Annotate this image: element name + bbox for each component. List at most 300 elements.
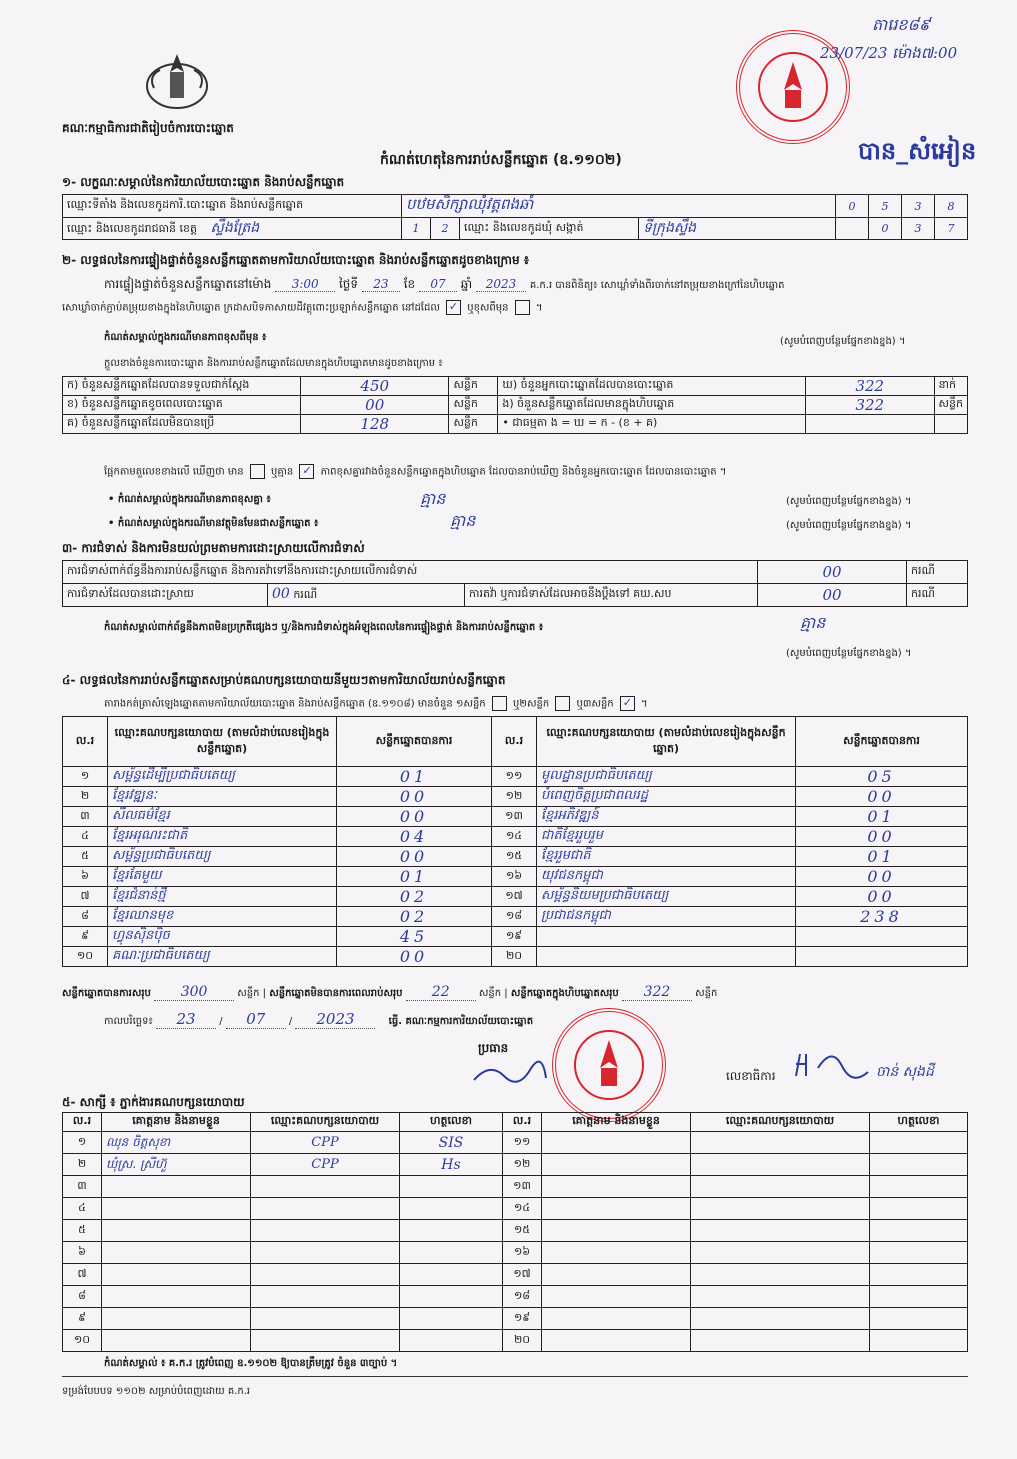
votes-no: ១ [63, 767, 108, 787]
note1: កំណត់សម្គាល់ក្នុងករណីមានភាពខុសពីមុន ៖ [104, 332, 267, 343]
has-diff-checkbox[interactable] [250, 464, 265, 479]
votes-no: ១៩ [492, 927, 537, 947]
witness-sign [870, 1176, 968, 1198]
votes-votes: 00 [796, 887, 968, 907]
votes-no: ៤ [63, 827, 108, 847]
received-ref: តារេខ៨៩ [872, 15, 931, 34]
commission-stamp-bottom [552, 1008, 666, 1122]
votes-no: ១៤ [492, 827, 537, 847]
objection-row2-value: 00 [272, 586, 290, 602]
witness-party [691, 1308, 870, 1330]
count-right-label: ង) ចំនួនសន្លឹកឆ្នោតដែលមានក្នុងហិបឆ្នោត [498, 396, 806, 415]
witness-sign [400, 1242, 503, 1264]
votes-no: ១៣ [492, 807, 537, 827]
objection-row2b-value: 00 [758, 584, 907, 607]
witness-name [542, 1176, 691, 1198]
count-left-unit: សន្លឹក [449, 377, 498, 396]
votes-no: ៩ [63, 927, 108, 947]
witness-sign [870, 1154, 968, 1176]
witness-sign [400, 1330, 503, 1352]
row2-code-1: 1 [402, 218, 431, 240]
votes-no: ២ [63, 787, 108, 807]
received-datetime: 23/07/23 ម៉ោង៧:00 [820, 44, 958, 62]
witness-name [542, 1154, 691, 1176]
date-label: កាលបរិច្ឆេទ៖ [104, 1016, 153, 1027]
witness-row [63, 1154, 968, 1176]
witness-no: ១៩ [503, 1308, 542, 1330]
votes-votes: 01 [337, 867, 492, 887]
para3-b: ឬគ្មាន [271, 466, 294, 478]
witness-row [63, 1308, 968, 1330]
witness-party [691, 1242, 870, 1264]
total-box-label: សន្លឹកឆ្នោតក្នុងហិបឆ្នោតសរុប [510, 988, 619, 999]
row2-label: ឈ្មោះ និងលេខកូដរាជធានី ខេត្ត [67, 222, 197, 235]
two-sheet-checkbox[interactable] [555, 696, 570, 711]
witness-party [691, 1264, 870, 1286]
witness-sign [400, 1264, 503, 1286]
witness-sign [400, 1198, 503, 1220]
witness-row [63, 1132, 968, 1154]
row2b-code-2: 3 [902, 218, 935, 240]
votes-votes: 00 [337, 947, 492, 967]
witness-row [63, 1330, 968, 1352]
objection-row1-label: ការជំទាស់ពាក់ព័ន្ធនឹងការរាប់សន្លឹកឆ្នោត និងការតវ៉ាទៅនឹងការដោះស្រាយលើការជំទាស់ [63, 561, 758, 584]
section3-note: កំណត់សម្គាល់ពាក់ព័ន្ធនឹងភាពមិនប្រក្រតីផ្សេងៗ ឬ/និងការជំទាស់ក្នុងអំឡុងពេលនៃការផ្ទៀងផ្ទាត់ និងការរាប់សន្លឹកឆ្នោត ៖ [104, 622, 544, 633]
witness-no: ១ [63, 1132, 102, 1154]
row2-value: ស្ទឹងត្រែង [210, 220, 260, 236]
row2b-label: ឈ្មោះ និងលេខកូដឃុំ សង្កាត់ [460, 218, 639, 240]
votes-votes: 00 [337, 787, 492, 807]
footnote: កំណត់សម្គាល់ ៖ គ.ក.រ ត្រូវបំពេញ ឧ.១១០២ ឱ្យបានត្រឹមត្រូវ ចំនួន ៣ច្បាប់ ។ [104, 1358, 398, 1369]
votes-no: ៧ [63, 887, 108, 907]
votes-party [537, 947, 796, 967]
witness-sign [400, 1176, 503, 1198]
count-right-unit: សន្លឹក [934, 396, 967, 415]
bullet2-hint: (សូមបំពេញបន្ថែមផ្នែកខាងខ្នង) ។ [786, 520, 912, 531]
witness-row [63, 1242, 968, 1264]
witness-party [251, 1220, 400, 1242]
count-left-value: 128 [301, 415, 449, 434]
objection-row2-unit: ករណី [293, 588, 318, 601]
witness-party [691, 1198, 870, 1220]
count-right-label: ឃ) ចំនួនអ្នកបោះឆ្នោតដែលបានបោះឆ្នោត [498, 377, 806, 396]
votes-no: ១១ [492, 767, 537, 787]
no-diff-checkbox[interactable]: ✓ [299, 464, 314, 479]
witness-name [542, 1132, 691, 1154]
votes-votes: 00 [796, 827, 968, 847]
votes-no: ៥ [63, 847, 108, 867]
total-box-unit: សន្លឹក [695, 988, 718, 999]
para1c: សោឃ្លាំចាក់ភ្ជាប់តម្រុយខាងក្នុងនៃហិបឆ្នោត ក្រដាសបិទភាសាយដីវត្ថុពោះប្រឡាក់សន្លឹកឆ្នោត នៅដដែល [62, 302, 440, 314]
votes-votes: 01 [796, 807, 968, 827]
witness-no: ១២ [503, 1154, 542, 1176]
votes-party: គណៈប្រជាធិបតេយ្យ [108, 947, 337, 967]
count-right-value: 322 [805, 377, 934, 396]
votes-row [63, 907, 968, 927]
witness-name [102, 1242, 251, 1264]
footer-divider [62, 1376, 968, 1377]
count-table [62, 376, 968, 434]
witness-no: ២០ [503, 1330, 542, 1352]
witness-name [102, 1308, 251, 1330]
votes-votes [796, 947, 968, 967]
votes-votes: 04 [337, 827, 492, 847]
witness-no: ១៧ [503, 1264, 542, 1286]
month-label: ខែ [403, 277, 416, 291]
witness-name [102, 1264, 251, 1286]
witness-sign [400, 1308, 503, 1330]
total-valid: 300 [154, 984, 234, 1001]
witness-name [102, 1220, 251, 1242]
witness-party [691, 1154, 870, 1176]
section4-intro: តារាងកត់ត្រាសំឡេងឆ្នោតតាមការិយាល័យបោះឆ្នោត និងរាប់សន្លឹកឆ្នោត (ឧ.១១០៨) មានចំនួន ១សន្លឹក ឬ២សន្លឹក ឬ៣សន្លឹក ✓ ។ [104, 696, 648, 710]
date-year: 2023 [295, 1010, 375, 1029]
count-year: 2023 [476, 277, 526, 292]
para3-c: ភាពខុសគ្នារវាងចំនួនសន្លឹកឆ្នោតក្នុងហិបឆ្នោត ដែលបានរាប់ឃើញ និងចំនួនអ្នកបោះឆ្នោត ដែលបានបោះឆ្នោត ។ [320, 466, 727, 478]
changed-checkbox[interactable] [515, 300, 530, 315]
chair-signature [470, 1058, 550, 1088]
opt3-label: ឬ៣សន្លឹក [576, 698, 614, 710]
witness-no: ៥ [63, 1220, 102, 1242]
votes-votes: 02 [337, 887, 492, 907]
votes-votes: 45 [337, 927, 492, 947]
section3-heading: ៣- ការជំទាស់ និងការមិនយល់ព្រមតាមការដោះស្រាយលើការជំទាស់ [62, 541, 365, 555]
votes-row [63, 867, 968, 887]
votes-votes: 238 [796, 907, 968, 927]
votes-party: ខ្មែរវឌ្ឍនៈ [108, 787, 337, 807]
votes-col-votes: សន្លឹកឆ្នោតបានការ [337, 717, 492, 767]
witness-party: CPP [251, 1132, 400, 1154]
national-emblem [140, 46, 214, 112]
date-month: 07 [226, 1010, 286, 1029]
witness-name [102, 1198, 251, 1220]
count-right-unit [934, 415, 967, 434]
votes-table [62, 716, 968, 967]
witness-sign [870, 1242, 968, 1264]
votes-no: ១៨ [492, 907, 537, 927]
section2-para1 [104, 276, 974, 294]
witness-name [542, 1308, 691, 1330]
count-left-value: 450 [301, 377, 449, 396]
section3-table [62, 560, 968, 607]
count-left-label: គ) ចំនួនសន្លឹកឆ្នោតដែលមិនបានប្រើ [63, 415, 301, 434]
witness-no: ១១ [503, 1132, 542, 1154]
witness-sign [870, 1308, 968, 1330]
row1-label: ឈ្មោះទីតាំង និងលេខកូដការិ.បោះឆ្នោត និងរាប់សន្លឹកឆ្នោត [63, 195, 402, 218]
total-invalid-unit: សន្លឹក [478, 988, 502, 999]
row2b-code-3: 7 [935, 218, 968, 240]
witness-name [102, 1286, 251, 1308]
count-day: 23 [362, 277, 400, 292]
objection-row2b-unit: ករណី [907, 584, 968, 607]
witness-sign [870, 1198, 968, 1220]
witness-party [251, 1176, 400, 1198]
witness-row [63, 1286, 968, 1308]
votes-no: ២០ [492, 947, 537, 967]
votes-no: ១៧ [492, 887, 537, 907]
witness-party [691, 1220, 870, 1242]
witness-party [691, 1132, 870, 1154]
witness-row [63, 1198, 968, 1220]
witness-no: ១៥ [503, 1220, 542, 1242]
votes-col-party-right: ឈ្មោះគណបក្សនយោបាយ (តាមលំដាប់លេខរៀងក្នុងសន្លឹកឆ្នោត) [537, 717, 796, 767]
row2b-value: ទីក្រុងស្ទឹង [639, 218, 836, 240]
count-left-label: ក) ចំនួនសន្លឹកឆ្នោតដែលបានទទួលជាក់ស្តែង [63, 377, 301, 396]
witness-col-sign: ហត្ថលេខា [400, 1113, 503, 1132]
votes-no: ១២ [492, 787, 537, 807]
witness-col-name-right: គោត្តនាម និងនាមខ្លួន [542, 1113, 691, 1132]
row1-code-2: 5 [869, 195, 902, 218]
count-left-unit: សន្លឹក [449, 396, 498, 415]
para1b: គ.ក.រ បានពិនិត្យ៖ សោឃ្លាំទាំងពីរចាក់នៅតម្រុយខាងក្រៅនៃហិបឆ្នោត [529, 280, 785, 291]
witness-name [542, 1264, 691, 1286]
witness-name: ឈុន ចិត្តសុខា [102, 1132, 251, 1154]
changed-label: ឬខុសពីមុន [467, 302, 509, 314]
votes-votes: 01 [337, 767, 492, 787]
section1-heading: ១- លក្ខណៈសម្គាល់នៃការិយាល័យបោះឆ្នោត និងរាប់សន្លឹកឆ្នោត [62, 175, 345, 189]
votes-party: ហ្វុនស៊ិនប៉ិច [108, 927, 337, 947]
totals-line: សន្លឹកឆ្នោតបានការសរុប 300 សន្លឹក | សន្លឹកឆ្នោតមិនបានការពេលរាប់សរុប 22 សន្លឹក | សន្លឹកឆ្នោតក្នុងហិបឆ្នោតសរុប 322 សន្លឹក [62, 984, 718, 1000]
one-sheet-checkbox[interactable] [492, 696, 507, 711]
witness-no: ១៣ [503, 1176, 542, 1198]
count-row [63, 377, 968, 396]
votes-party: ខ្មែរអរុណរះជាតិ [108, 827, 337, 847]
votes-votes: 00 [337, 807, 492, 827]
total-invalid: 22 [406, 984, 476, 1001]
votes-row [63, 847, 968, 867]
witness-party [691, 1176, 870, 1198]
opt2-label: ឬ២សន្លឹក [513, 698, 550, 710]
committee-label: ធ្វើ. គណៈកម្មការការិយាល័យបោះឆ្នោត [388, 1016, 534, 1027]
votes-party: សម្ព័ន្ធនិយមប្រជាធិបតេយ្យ [537, 887, 796, 907]
witness-name [542, 1330, 691, 1352]
secretary-name: ចាន់ សុងដី [876, 1064, 934, 1080]
witness-name [542, 1198, 691, 1220]
count-left-label: ខ) ចំនួនសន្លឹកឆ្នោតខូចពេលបោះឆ្នោត [63, 396, 301, 415]
org-name: គណៈកម្មាធិការជាតិរៀបចំការបោះឆ្នោត [62, 121, 234, 135]
votes-row [63, 927, 968, 947]
count-row [63, 396, 968, 415]
total-box: 322 [622, 984, 692, 1001]
total-valid-unit: សន្លឹក [237, 988, 260, 999]
total-invalid-label: សន្លឹកឆ្នោតមិនបានការពេលរាប់សរុប [269, 988, 403, 999]
bullet1-hint: (សូមបំពេញបន្ថែមផ្នែកខាងខ្នង) ។ [786, 496, 912, 507]
votes-row [63, 807, 968, 827]
witness-name [102, 1176, 251, 1198]
votes-no: ៦ [63, 867, 108, 887]
votes-row [63, 787, 968, 807]
section3-hint: (សូមបំពេញបន្ថែមផ្នែកខាងខ្នង) ។ [786, 648, 912, 659]
note1-hint: (សូមបំពេញបន្ថែមផ្នែកខាងខ្នង) ។ [780, 336, 906, 347]
received-label: បាន_សំអៀន [858, 137, 977, 165]
votes-col-party: ឈ្មោះគណបក្សនយោបាយ (តាមលំដាប់លេខរៀងក្នុងសន្លឹកឆ្នោត) [108, 717, 337, 767]
count-right-label: • ជាធម្មតា ង = ឃ = ក - (ខ + គ) [498, 415, 806, 434]
witness-party [251, 1286, 400, 1308]
witness-party [251, 1198, 400, 1220]
witness-no: ៩ [63, 1308, 102, 1330]
witness-col-party-right: ឈ្មោះគណបក្សនយោបាយ [691, 1113, 870, 1132]
votes-row [63, 767, 968, 787]
votes-votes: 00 [796, 787, 968, 807]
intro-text: តារាងកត់ត្រាសំឡេងឆ្នោតតាមការិយាល័យបោះឆ្នោត និងរាប់សន្លឹកឆ្នោត (ឧ.១១០៨) មានចំនួន ១សន្លឹក [104, 698, 486, 710]
bullet1: • កំណត់សម្គាល់ក្នុងករណីមានភាពខុសគ្នា ៖ [108, 494, 271, 505]
witness-party [691, 1330, 870, 1352]
section2-heading: ២- លទ្ធផលនៃការផ្ទៀងផ្ទាត់ចំនួនសន្លឹកឆ្នោតតាមការិយាល័យបោះឆ្នោត និងរាប់សន្លឹកឆ្នោតដូចខាងក្រោម ៖ [62, 253, 530, 267]
votes-no: ១៦ [492, 867, 537, 887]
day-label: ថ្ងៃទី [339, 277, 359, 291]
row1-value: បឋមសិក្សាឈុំវត្តពងឆាំ [402, 195, 836, 218]
witness-party [251, 1330, 400, 1352]
count-row [63, 415, 968, 434]
section1-table [62, 194, 968, 240]
votes-row [63, 947, 968, 967]
row1-code-1: 0 [836, 195, 869, 218]
votes-votes: 00 [337, 847, 492, 867]
date-line: កាលបរិច្ឆេទ៖ 23 / 07 / 2023 ធ្វើ. គណៈកម្មការការិយាល័យបោះឆ្នោត [104, 1010, 534, 1028]
section4-heading: ៤- លទ្ធផលនៃការរាប់សន្លឹកឆ្នោតសម្រាប់គណបក្សនយោបាយនីមួយៗតាមការិយាល័យរាប់សន្លឹកឆ្នោត [62, 673, 506, 687]
votes-party: ខ្មែររួមជាតិ [537, 847, 796, 867]
bullet1-value: គ្មាន [420, 489, 446, 508]
witness-no: ១៤ [503, 1198, 542, 1220]
votes-no: ១៥ [492, 847, 537, 867]
count-left-unit: សន្លឹក [449, 415, 498, 434]
votes-party [537, 927, 796, 947]
votes-party: ខ្មែរអភិវឌ្ឍន៍ [537, 807, 796, 827]
votes-votes [796, 927, 968, 947]
witness-row [63, 1176, 968, 1198]
count-month: 07 [419, 277, 457, 292]
votes-party: ជាតិខ្មែររួបរួម [537, 827, 796, 847]
votes-row [63, 887, 968, 907]
votes-votes: 00 [796, 867, 968, 887]
votes-party: មូលដ្ឋានប្រជាធិបតេយ្យ [537, 767, 796, 787]
section3-note-value: គ្មាន [800, 613, 826, 632]
witness-party [251, 1308, 400, 1330]
witness-sign [400, 1220, 503, 1242]
witness-no: ១៨ [503, 1286, 542, 1308]
witness-col-party: ឈ្មោះគណបក្សនយោបាយ [251, 1113, 400, 1132]
count-right-unit: នាក់ [934, 377, 967, 396]
witness-row [63, 1264, 968, 1286]
para3 [104, 464, 984, 480]
secretary-label: លេខាធិការ [726, 1069, 776, 1083]
total-valid-label: សន្លឹកឆ្នោតបានការសរុប [62, 988, 151, 999]
witness-no: ២ [63, 1154, 102, 1176]
witness-col-no-right: ល.រ [503, 1113, 542, 1132]
witness-name: ឃុំស្រ. ស្រីហ៊ួ [102, 1154, 251, 1176]
objection-row1-unit: ករណី [907, 561, 968, 584]
votes-party: សម្ព័ន្ធដើម្បីប្រជាធិបតេយ្យ [108, 767, 337, 787]
date-day: 23 [156, 1010, 216, 1029]
para3-a: ផ្អែកតាមតួលេខខាងលើ ឃើញថា មាន [104, 466, 244, 478]
count-right-value: 322 [805, 396, 934, 415]
votes-col-votes-right: សន្លឹកឆ្នោតបានការ [796, 717, 968, 767]
votes-row [63, 827, 968, 847]
votes-party: បំពេញចិត្តប្រជាពលរដ្ឋ [537, 787, 796, 807]
votes-no: ១០ [63, 947, 108, 967]
row1-code-3: 3 [902, 195, 935, 218]
objection-row2b-label: ការតវ៉ា ឬការជំទាស់ដែលអាចនឹងប្តឹងទៅ គឃ.សប [465, 584, 758, 607]
votes-votes: 02 [337, 907, 492, 927]
secretary-signature [792, 1046, 872, 1082]
witness-name [542, 1242, 691, 1264]
votes-party: សីលធម៌ខ្មែរ [108, 807, 337, 827]
witness-col-no: ល.រ [63, 1113, 102, 1132]
witness-party [691, 1286, 870, 1308]
witness-sign [870, 1330, 968, 1352]
para2: ក្តួលខាងចំនួនការបោះឆ្នោត និងការរាប់សន្លឹកឆ្នោតដែលមានក្នុងហិបឆ្នោតមានដូចខាងក្រោម ៖ [104, 358, 443, 369]
votes-col-no: ល.រ [63, 717, 108, 767]
witness-no: ១៦ [503, 1242, 542, 1264]
witness-no: ៧ [63, 1264, 102, 1286]
votes-no: ៣ [63, 807, 108, 827]
witness-party [251, 1264, 400, 1286]
section5-heading: ៥- សាក្សី ៖ ភ្នាក់ងារគណបក្សនយោបាយ [62, 1095, 245, 1109]
footer-text: ទម្រង់បែបបទ ១១០២ សម្រាប់បំពេញដោយ គ.ក.រ [62, 1386, 251, 1397]
count-time: 3:00 [275, 277, 335, 292]
witness-no: ៤ [63, 1198, 102, 1220]
objection-row2-label: ការជំទាស់ដែលបានដោះស្រាយ [63, 584, 268, 607]
witness-name [102, 1330, 251, 1352]
witness-row [63, 1220, 968, 1242]
three-sheet-checkbox[interactable]: ✓ [620, 696, 635, 711]
witness-sign: SIS [400, 1132, 503, 1154]
count-left-value: 00 [301, 396, 449, 415]
votes-col-no-right: ល.រ [492, 717, 537, 767]
doc-title: កំណត់ហេតុនៃការរាប់សន្លឹកឆ្នោត (ឧ.១១០២) [380, 152, 622, 168]
witness-no: ៦ [63, 1242, 102, 1264]
section2-para1c: សោឃ្លាំចាក់ភ្ជាប់តម្រុយខាងក្នុងនៃហិបឆ្នោត ក្រដាសបិទភាសាយដីវត្ថុពោះប្រឡាក់សន្លឹកឆ្នោត នៅដដែល ✓ ឬខុសពីមុន ។ [62, 300, 543, 314]
votes-votes: 01 [796, 847, 968, 867]
votes-party: សម្ព័ន្ធប្រជាធិបតេយ្យ [108, 847, 337, 867]
bullet2-value: គ្មាន [450, 511, 476, 530]
para1a: ការផ្ទៀងផ្ទាត់ចំនួនសន្លឹកឆ្នោតនៅម៉ោង [104, 277, 272, 291]
votes-party: ខ្មែរឈានមុខ [108, 907, 337, 927]
witness-party [251, 1242, 400, 1264]
witness-name [542, 1220, 691, 1242]
count-right-value [805, 415, 934, 434]
witness-no: ៨ [63, 1286, 102, 1308]
witness-party: CPP [251, 1154, 400, 1176]
chair-label: ប្រធាន [478, 1041, 509, 1055]
row2-code-2: 2 [431, 218, 460, 240]
witness-sign [870, 1286, 968, 1308]
witness-sign [870, 1132, 968, 1154]
witness-table [62, 1112, 968, 1352]
votes-party: ប្រជាជនកម្ពុជា [537, 907, 796, 927]
votes-no: ៨ [63, 907, 108, 927]
votes-party: ខ្មែរជំនាន់ថ្មី [108, 887, 337, 907]
witness-sign [400, 1286, 503, 1308]
witness-sign [870, 1220, 968, 1242]
bullet2: • កំណត់សម្គាល់ក្នុងករណីមានវត្ថុមិនមែនជាសន្លឹកឆ្នោត ៖ [108, 518, 319, 529]
witness-sign: Hs [400, 1154, 503, 1176]
row2b-code-1: 0 [869, 218, 902, 240]
votes-party: យុវជនកម្ពុជា [537, 867, 796, 887]
witness-sign [870, 1264, 968, 1286]
votes-votes: 05 [796, 767, 968, 787]
witness-col-sign-right: ហត្ថលេខា [870, 1113, 968, 1132]
witness-name [542, 1286, 691, 1308]
row1-code-4: 8 [935, 195, 968, 218]
witness-no: ៣ [63, 1176, 102, 1198]
year-label: ឆ្នាំ [460, 277, 473, 291]
votes-party: ខ្មែរតែមួយ [108, 867, 337, 887]
witness-col-name: គោត្តនាម និងនាមខ្លួន [102, 1113, 251, 1132]
same-checkbox[interactable]: ✓ [446, 300, 461, 315]
witness-no: ១០ [63, 1330, 102, 1352]
objection-row1-value: 00 [758, 561, 907, 584]
